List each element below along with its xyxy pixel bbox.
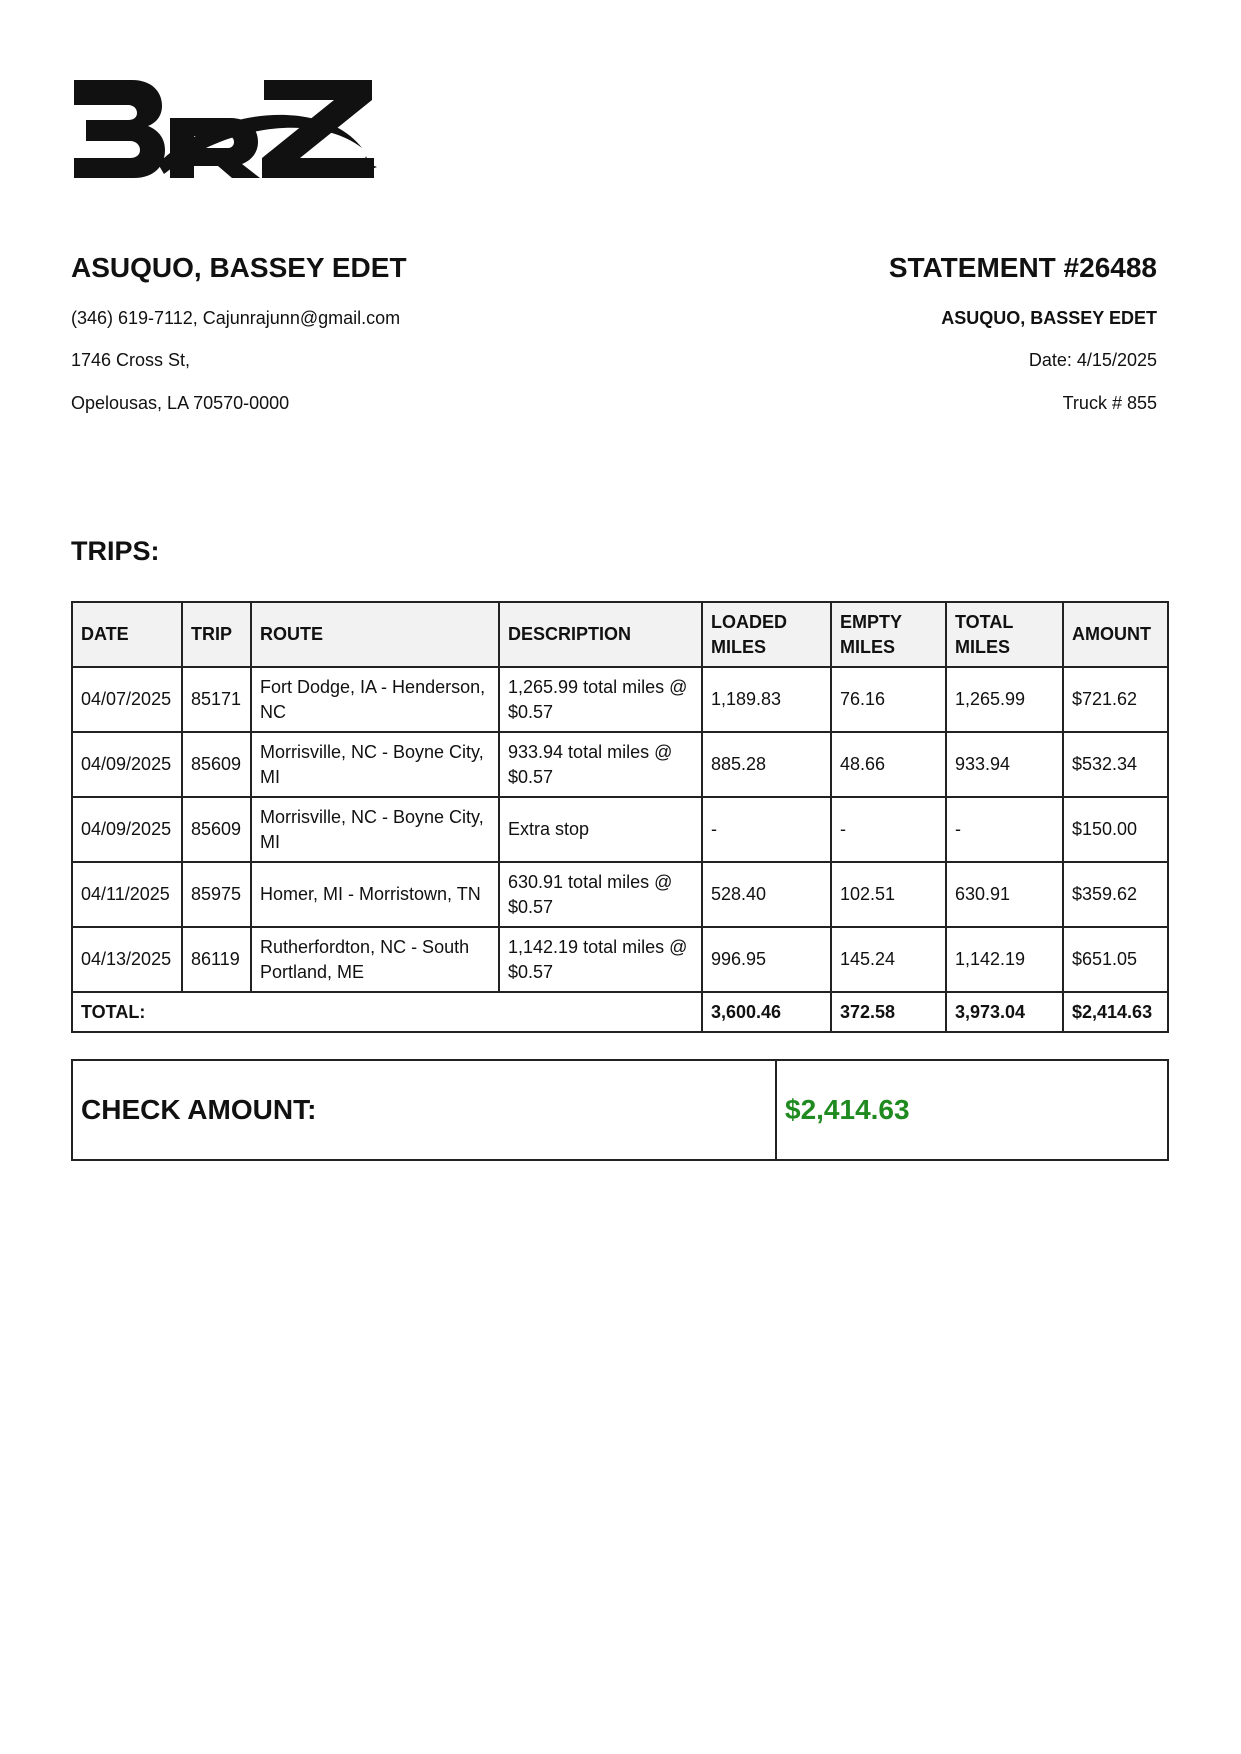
col-header-total-miles: TOTAL MILES (946, 602, 1063, 667)
cell-date: 04/09/2025 (72, 797, 182, 862)
table-row (72, 862, 1168, 927)
col-header-amount: AMOUNT (1063, 602, 1168, 667)
cell-loaded-miles: 996.95 (702, 927, 831, 992)
cell-trip: 85609 (182, 797, 251, 862)
cell-route: Rutherfordton, NC - South Portland, ME (251, 927, 499, 992)
col-header-empty-miles: EMPTY MILES (831, 602, 946, 667)
cell-total-miles: 1,142.19 (946, 927, 1063, 992)
cell-description: Extra stop (499, 797, 702, 862)
cell-empty-miles: 48.66 (831, 732, 946, 797)
cell-empty-miles: - (831, 797, 946, 862)
brz-logo-icon (72, 78, 392, 194)
cell-total-miles: 933.94 (946, 732, 1063, 797)
driver-address-line1: 1746 Cross St, (71, 350, 191, 370)
total-empty-miles: 372.58 (831, 992, 946, 1032)
table-row (72, 797, 1168, 862)
cell-date: 04/07/2025 (72, 667, 182, 732)
cell-amount: $721.62 (1063, 667, 1168, 732)
check-amount-label: CHECK AMOUNT: (72, 1060, 776, 1160)
cell-description: 933.94 total miles @ $0.57 (499, 732, 702, 797)
driver-address-line2: Opelousas, LA 70570-0000 (71, 393, 290, 413)
cell-total-miles: 1,265.99 (946, 667, 1063, 732)
cell-total-miles: - (946, 797, 1063, 862)
check-amount-box (71, 1059, 1169, 1161)
col-header-description: DESCRIPTION (499, 602, 702, 667)
cell-amount: $532.34 (1063, 732, 1168, 797)
total-row (72, 992, 1168, 1032)
col-header-trip: TRIP (182, 602, 251, 667)
cell-empty-miles: 76.16 (831, 667, 946, 732)
cell-route: Fort Dodge, IA - Henderson, NC (251, 667, 499, 732)
table-row (72, 732, 1168, 797)
cell-empty-miles: 145.24 (831, 927, 946, 992)
statement-date: Date: 4/15/2025 (1028, 350, 1157, 370)
trips-title: TRIPS: (71, 536, 160, 566)
driver-contact: (346) 619-7112, Cajunrajunn@gmail.com (71, 308, 401, 328)
statement-truck: Truck # 855 (1062, 393, 1157, 413)
total-loaded-miles: 3,600.46 (702, 992, 831, 1032)
col-header-route: ROUTE (251, 602, 499, 667)
cell-total-miles: 630.91 (946, 862, 1063, 927)
cell-trip: 85609 (182, 732, 251, 797)
check-amount-value: $2,414.63 (776, 1060, 1168, 1160)
cell-date: 04/09/2025 (72, 732, 182, 797)
cell-description: 1,265.99 total miles @ $0.57 (499, 667, 702, 732)
cell-amount: $150.00 (1063, 797, 1168, 862)
table-row (72, 927, 1168, 992)
trips-table (71, 601, 1169, 1033)
cell-date: 04/11/2025 (72, 862, 182, 927)
cell-loaded-miles: 885.28 (702, 732, 831, 797)
driver-name: ASUQUO, BASSEY EDET (71, 252, 407, 283)
cell-route: Morrisville, NC - Boyne City, MI (251, 797, 499, 862)
total-label: TOTAL: (72, 992, 182, 1032)
table-header-row (72, 602, 1168, 667)
col-header-date: DATE (72, 602, 182, 667)
cell-trip: 85171 (182, 667, 251, 732)
cell-date: 04/13/2025 (72, 927, 182, 992)
cell-route: Homer, MI - Morristown, TN (251, 862, 499, 927)
cell-description: 630.91 total miles @ $0.57 (499, 862, 702, 927)
cell-route: Morrisville, NC - Boyne City, MI (251, 732, 499, 797)
cell-loaded-miles: 528.40 (702, 862, 831, 927)
cell-trip: 86119 (182, 927, 251, 992)
cell-trip: 85975 (182, 862, 251, 927)
cell-description: 1,142.19 total miles @ $0.57 (499, 927, 702, 992)
cell-amount: $651.05 (1063, 927, 1168, 992)
cell-amount: $359.62 (1063, 862, 1168, 927)
total-amount: $2,414.63 (1063, 992, 1168, 1032)
table-row (72, 667, 1168, 732)
total-spacer (182, 992, 702, 1032)
total-total-miles: 3,973.04 (946, 992, 1063, 1032)
statement-name: ASUQUO, BASSEY EDET (941, 308, 1157, 328)
col-header-loaded-miles: LOADED MILES (702, 602, 831, 667)
cell-loaded-miles: 1,189.83 (702, 667, 831, 732)
cell-loaded-miles: - (702, 797, 831, 862)
statement-title: STATEMENT #26488 (888, 252, 1157, 283)
cell-empty-miles: 102.51 (831, 862, 946, 927)
